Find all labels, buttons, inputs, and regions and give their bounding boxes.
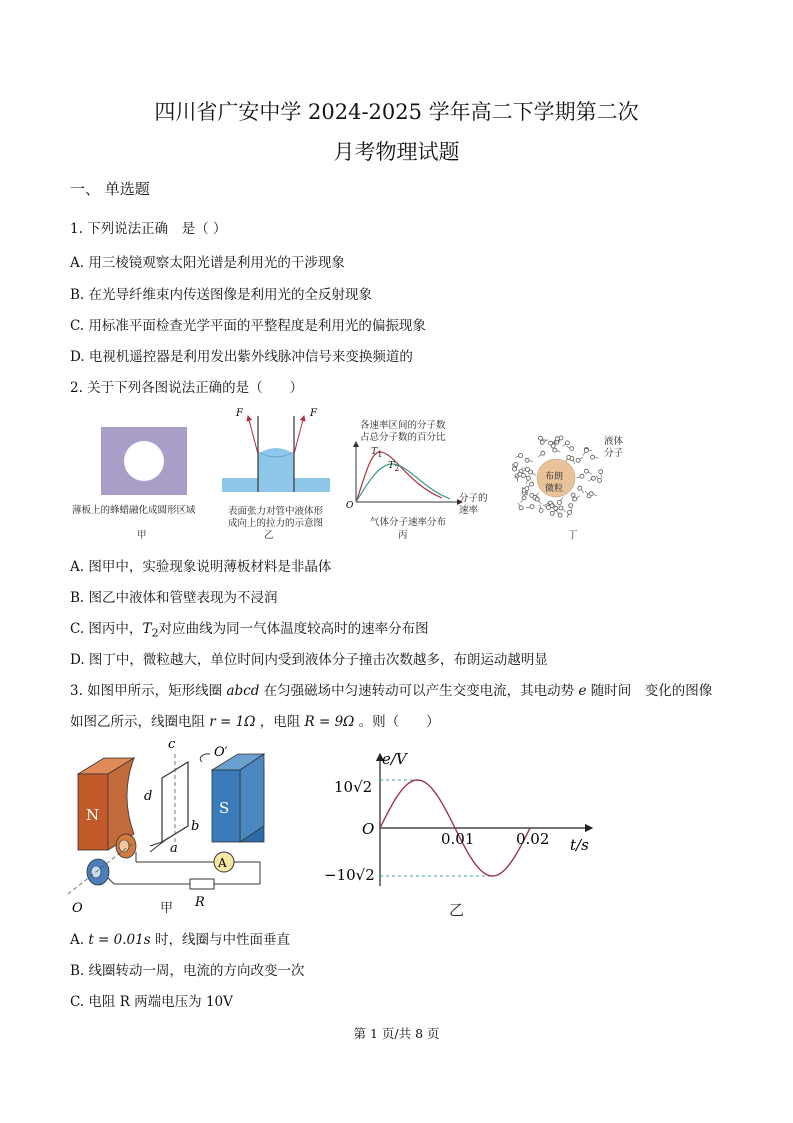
fig-bing-t1-symbol: T xyxy=(371,446,378,457)
q3-stem-part3: 随时间 变化的图像 xyxy=(586,683,713,699)
molecule-motion-arrow xyxy=(576,477,580,478)
liquid-molecule xyxy=(525,487,529,491)
molecule-motion-arrow xyxy=(545,504,549,505)
molecule-motion-arrow xyxy=(539,501,542,504)
liquid-molecule xyxy=(526,476,530,480)
liquid-molecule xyxy=(541,451,545,455)
molecule-motion-arrow xyxy=(576,496,579,498)
fig-jia-label: 甲 xyxy=(137,530,147,541)
fig-bing-t2 xyxy=(388,460,399,473)
liquid-molecule xyxy=(518,472,522,476)
liquid-molecule xyxy=(529,470,533,474)
molecule-motion-arrow xyxy=(566,446,570,448)
fig-jia-caption: 薄板上的蜂蜡融化成圆形区域 xyxy=(72,505,196,516)
q2-stem: 2. 关于下列各图说法正确的是（ ） xyxy=(70,380,304,396)
q3-stem-part1: 3. 如图甲所示，矩形线圈 xyxy=(70,683,227,699)
magnet-s-label: S xyxy=(219,799,230,817)
molecule-motion-arrow xyxy=(567,514,569,518)
liquid-molecule xyxy=(571,493,575,497)
chart-y-max-label: 10√2 xyxy=(334,778,373,796)
q3-stem-line2 xyxy=(70,710,440,730)
axis-label-o-prime: O′ xyxy=(214,745,228,760)
liquid-molecule xyxy=(580,474,584,478)
fig-ding-liquid1: 液体 xyxy=(604,436,624,447)
q3-stem-R: R = 9Ω xyxy=(304,714,355,730)
molecule-motion-arrow xyxy=(536,493,539,496)
force-label-right: F xyxy=(310,408,317,419)
fig-ding-liquid2: 分子 xyxy=(604,448,624,459)
q3-option-a xyxy=(70,928,290,948)
q2-option-d: D. 图丁中，微粒越大，单位时间内受到液体分子撞击次数越多，布朗运动越明显 xyxy=(70,652,548,668)
liquid-molecule xyxy=(525,458,529,462)
q1-stem: 1. 下列说法正确 是（ ） xyxy=(70,221,227,237)
liquid-molecule xyxy=(557,501,561,505)
coil-label-c: c xyxy=(168,737,176,752)
chart-y-label: e/V xyxy=(382,750,407,768)
q1-option-c: C. 用标准平面检查光学平面的平整程度是利用光的偏振现象 xyxy=(70,318,426,334)
liquid-molecule xyxy=(522,496,526,500)
liquid-molecule xyxy=(539,508,543,512)
molecule-motion-arrow xyxy=(529,461,533,462)
liquid-molecule xyxy=(570,447,574,451)
molecule-motion-arrow xyxy=(596,476,598,479)
molecule-motion-arrow xyxy=(522,468,526,469)
liquid-molecule xyxy=(519,506,523,510)
emf-time-chart xyxy=(318,746,608,896)
molecule-motion-arrow xyxy=(532,473,535,475)
q1-option-a: A. 用三棱镜观察太阳光谱是利用光的干涉现象 xyxy=(70,255,345,271)
molecule-motion-arrow xyxy=(588,479,592,481)
liquid-molecule xyxy=(591,476,595,480)
liquid-molecule xyxy=(568,510,572,514)
molecule-motion-arrow xyxy=(563,444,566,446)
q3-fig-yi-label: 乙 xyxy=(449,901,465,919)
chart-x-tick-0-02: 0.02 xyxy=(516,830,550,848)
q2-option-a: A. 图甲中，实验现象说明薄板材料是非晶体 xyxy=(70,559,332,575)
q2-option-b: B. 图乙中液体和管壁表现为不浸润 xyxy=(70,590,278,606)
q3-option-a-text: 时，线圈与中性面垂直 xyxy=(150,932,290,948)
molecule-motion-arrow xyxy=(588,450,592,451)
molecule-motion-arrow xyxy=(594,458,598,459)
axis-label-o: O xyxy=(72,901,83,916)
liquid-molecule xyxy=(551,444,555,448)
liquid-molecule xyxy=(535,497,539,501)
q3-option-a-math: t = 0.01s xyxy=(88,932,151,948)
liquid-molecule xyxy=(512,467,516,471)
molecule-motion-arrow xyxy=(526,480,528,484)
q3-stem-part4: 如图乙所示，线圈电阻 xyxy=(70,714,210,730)
q2-option-c-symbol: T xyxy=(142,621,152,637)
liquid-molecule xyxy=(567,455,571,459)
molecule-motion-arrow xyxy=(512,464,514,468)
chart-x-tick-0-01: 0.01 xyxy=(441,830,475,848)
liquid-molecule xyxy=(519,454,523,458)
molecule-motion-arrow xyxy=(538,455,541,457)
liquid-molecule xyxy=(584,448,588,452)
magnet-n-label: N xyxy=(86,806,100,824)
molecule-motion-arrow xyxy=(540,505,541,509)
liquid-molecule xyxy=(584,469,588,473)
ac-generator-diagram xyxy=(64,734,278,920)
liquid-molecule xyxy=(565,441,569,445)
molecule-motion-arrow xyxy=(585,491,588,494)
liquid-molecule xyxy=(599,470,603,474)
liquid-molecule xyxy=(555,437,559,441)
molecule-motion-arrow xyxy=(526,507,530,508)
fig-bing-caption: 气体分子速率分布 xyxy=(370,517,447,528)
chart-origin-label: O xyxy=(362,820,375,838)
q2-option-c-text: 对应曲线为同一气体温度较高时的速率分布图 xyxy=(158,621,429,637)
molecule-motion-arrow xyxy=(518,503,520,506)
resistor-label: R xyxy=(195,895,205,910)
liquid-molecule xyxy=(578,486,582,490)
liquid-molecule xyxy=(530,505,534,509)
page-title-line1: 四川省广安中学 2024-2025 学年高二下学期第二次 xyxy=(154,100,639,124)
molecule-motion-arrow xyxy=(588,472,592,474)
molecule-motion-arrow xyxy=(581,490,584,493)
liquid-molecule xyxy=(559,506,563,510)
liquid-molecule xyxy=(598,478,602,482)
molecule-motion-arrow xyxy=(563,509,566,512)
speed-distribution-diagram xyxy=(346,440,466,508)
fig-ding-particle1: 布朗 xyxy=(545,472,564,482)
q3-stem-r: r = 1Ω xyxy=(209,714,256,730)
fig-ding-particle2: 微粒 xyxy=(545,484,564,494)
liquid-molecule xyxy=(569,504,573,508)
molecule-motion-arrow xyxy=(557,451,561,452)
liquid-molecule xyxy=(576,458,580,462)
ammeter-label: A xyxy=(218,856,227,870)
fig-yi-caption1: 表面张力对管中液体形 xyxy=(228,506,324,517)
liquid-molecule xyxy=(550,511,554,515)
fig-bing-label: 丙 xyxy=(398,530,408,541)
molecule-motion-arrow xyxy=(543,505,547,507)
fig-bing-t2-symbol: T xyxy=(388,460,395,471)
capillary-tube-diagram xyxy=(222,402,330,500)
fig-bing-t1 xyxy=(371,446,382,459)
chart-x-label: t/s xyxy=(570,836,589,854)
q3-stem-part2: 在匀强磁场中匀速转动可以产生交变电流，其电动势 xyxy=(259,683,579,699)
fig-yi-label: 乙 xyxy=(264,530,274,541)
molecule-motion-arrow xyxy=(593,494,597,495)
q2-option-c-prefix: C. 图丙中， xyxy=(70,621,143,637)
q3-option-b: B. 线圈转动一周，电流的方向改变一次 xyxy=(70,963,305,979)
molecule-motion-arrow xyxy=(515,456,519,457)
liquid-molecule xyxy=(558,513,562,517)
page-footer: 第 1 页/共 8 页 xyxy=(353,1026,440,1041)
liquid-molecule xyxy=(540,440,544,444)
chart-y-min-label: −10√2 xyxy=(324,866,375,884)
molecule-motion-arrow xyxy=(521,499,523,502)
q3-stem-abcd: abcd xyxy=(226,683,260,699)
fig-bing-xlabel1: 分子的 xyxy=(459,493,488,504)
liquid-molecule xyxy=(546,506,550,510)
liquid-molecule xyxy=(514,463,518,467)
liquid-molecule xyxy=(589,492,593,496)
molecule-motion-arrow xyxy=(561,498,563,501)
coil-label-a: a xyxy=(170,841,178,856)
fig-bing-ylabel2: 占总分子数的百分比 xyxy=(360,432,446,443)
page-title-line2: 月考物理试题 xyxy=(333,140,460,164)
q3-stem-e: e xyxy=(578,683,587,699)
fig-bing-origin: O xyxy=(346,501,354,508)
fig-ding-label: 丁 xyxy=(568,530,578,541)
wax-plate-diagram xyxy=(101,427,187,495)
liquid-molecule xyxy=(530,482,534,486)
force-label-left: F xyxy=(236,408,243,419)
molecule-motion-arrow xyxy=(580,457,583,459)
fig-yi-caption2: 成向上的拉力的示意图 xyxy=(228,518,324,529)
q3-option-c: C. 电阻 R 两端电压为 10V xyxy=(70,994,233,1010)
liquid-molecule xyxy=(553,448,557,452)
q1-option-d: D. 电视机遥控器是利用发出紫外线脉冲信号来变换频道的 xyxy=(70,349,413,365)
molecule-motion-arrow xyxy=(527,491,528,495)
q3-stem-part6: 。则（ ） xyxy=(354,714,440,730)
q2-option-c-subscript: 2 xyxy=(151,626,159,640)
q3-stem-line1 xyxy=(70,679,712,699)
coil-label-d: d xyxy=(144,789,153,804)
section-heading: 一、 单选题 xyxy=(70,180,150,198)
q1-option-b: B. 在光导纤维束内传送图像是利用光的全反射现象 xyxy=(70,287,373,303)
q2-option-c xyxy=(70,617,429,640)
fig-bing-t2-sub: 2 xyxy=(394,463,400,473)
q3-option-a-prefix: A. xyxy=(70,932,89,948)
liquid-molecule xyxy=(538,436,542,440)
q3-fig-jia-label: 甲 xyxy=(160,901,174,916)
fig-bing-xlabel2: 速率 xyxy=(459,505,479,516)
liquid-molecule xyxy=(573,497,577,501)
q3-stem-part5: ，电阻 xyxy=(255,714,305,730)
molecule-motion-arrow xyxy=(573,460,575,464)
fig-bing-t1-sub: 1 xyxy=(377,449,383,459)
fig-bing-ylabel1: 各速率区间的分子数 xyxy=(360,420,446,431)
molecule-motion-arrow xyxy=(583,452,585,455)
molecule-motion-arrow xyxy=(556,511,559,514)
coil-label-b: b xyxy=(191,819,200,834)
liquid-molecule xyxy=(591,455,595,459)
